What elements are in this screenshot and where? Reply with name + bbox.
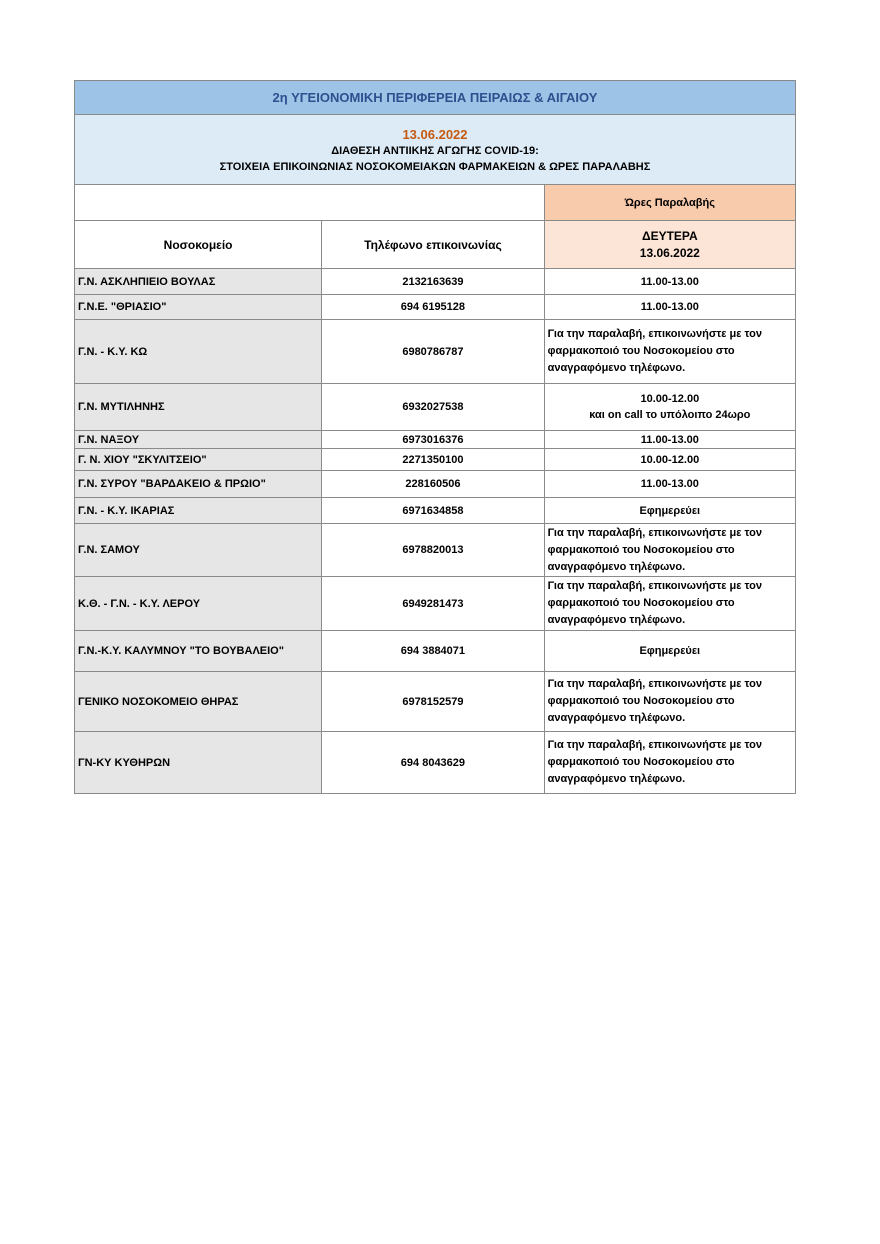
table-row xyxy=(75,672,796,732)
pharmacy-schedule-table xyxy=(74,80,796,794)
hospital-name: Γ.Ν. ΝΑΞΟΥ xyxy=(75,431,322,449)
hospital-name: Γ.Ν. ΜΥΤΙΛΗΝΗΣ xyxy=(75,384,322,431)
pickup-hours xyxy=(544,384,795,431)
table-row xyxy=(75,295,796,320)
hospital-name: Γ.Ν. - Κ.Υ. ΚΩ xyxy=(75,320,322,384)
phone-number: 228160506 xyxy=(322,471,544,498)
hospital-name: ΓΕΝΙΚΟ ΝΟΣΟΚΟΜΕΙΟ ΘΗΡΑΣ xyxy=(75,672,322,732)
table-row xyxy=(75,449,796,471)
phone-number: 6973016376 xyxy=(322,431,544,449)
subtitle-row xyxy=(75,115,796,185)
pickup-hours: Για την παραλαβή, επικοινωνήστε με τον φαρμακοποιό του Νοσοκομείου στο αναγραφόμενο τηλέφωνο. xyxy=(544,524,795,577)
phone-number: 6980786787 xyxy=(322,320,544,384)
document-title-line2: ΣΤΟΙΧΕΙΑ ΕΠΙΚΟΙΝΩΝΙΑΣ ΝΟΣΟΚΟΜΕΙΑΚΩΝ ΦΑΡΜΑΚΕΙΩΝ & ΩΡΕΣ ΠΑΡΑΛΑΒΗΣ xyxy=(219,160,651,173)
day-column-header xyxy=(544,221,795,269)
hospital-name: Γ.Ν. ΣΑΜΟΥ xyxy=(75,524,322,577)
region-header-row xyxy=(75,81,796,115)
phone-number: 694 3884071 xyxy=(322,631,544,672)
region-title: 2η ΥΓΕΙΟΝΟΜΙΚΗ ΠΕΡΙΦΕΡΕΙΑ ΠΕΙΡΑΙΩΣ & ΑΙΓΑΙΟΥ xyxy=(75,81,796,115)
hospital-name: ΓΝ-ΚΥ ΚΥΘΗΡΩΝ xyxy=(75,732,322,794)
hospital-name: Γ.Ν. ΣΥΡΟΥ "ΒΑΡΔΑΚΕΙΟ & ΠΡΩΙΟ" xyxy=(75,471,322,498)
hospital-name: Γ.Ν. - Κ.Υ. ΙΚΑΡΙΑΣ xyxy=(75,498,322,524)
hospital-column-header: Νοσοκομείο xyxy=(75,221,322,269)
table-row xyxy=(75,471,796,498)
pickup-hours: Για την παραλαβή, επικοινωνήστε με τον φαρμακοποιό του Νοσοκομείου στο αναγραφόμενο τηλέφωνο. xyxy=(544,672,795,732)
hospital-name: Γ.Ν.Ε. "ΘΡΙΑΣΙΟ" xyxy=(75,295,322,320)
hospital-name: Γ. Ν. ΧΙΟΥ "ΣΚΥΛΙΤΣΕΙΟ" xyxy=(75,449,322,471)
hospital-name: Κ.Θ. - Γ.Ν. - Κ.Υ. ΛΕΡΟΥ xyxy=(75,577,322,631)
phone-number: 2132163639 xyxy=(322,269,544,295)
phone-number: 6949281473 xyxy=(322,577,544,631)
pickup-hours: 11.00-13.00 xyxy=(544,295,795,320)
table-row xyxy=(75,320,796,384)
table-row xyxy=(75,269,796,295)
table-row xyxy=(75,431,796,449)
phone-number: 694 6195128 xyxy=(322,295,544,320)
pickup-hours-line2: και on call το υπόλοιπο 24ωρο xyxy=(589,409,751,421)
day-date: 13.06.2022 xyxy=(639,245,700,260)
hours-group-row xyxy=(75,185,796,221)
hours-group-label: Ώρες Παραλαβής xyxy=(544,185,795,221)
pickup-hours: 11.00-13.00 xyxy=(544,471,795,498)
table-row xyxy=(75,631,796,672)
pickup-hours: Για την παραλαβή, επικοινωνήστε με τον φαρμακοποιό του Νοσοκομείου στο αναγραφόμενο τηλέφωνο. xyxy=(544,732,795,794)
phone-number: 694 8043629 xyxy=(322,732,544,794)
subtitle-cell xyxy=(75,115,796,185)
pickup-hours: 11.00-13.00 xyxy=(544,431,795,449)
document-date: 13.06.2022 xyxy=(402,126,468,142)
phone-number: 6932027538 xyxy=(322,384,544,431)
pickup-hours: Εφημερεύει xyxy=(544,631,795,672)
pickup-hours: 11.00-13.00 xyxy=(544,269,795,295)
hospital-name: Γ.Ν.-Κ.Υ. ΚΑΛΥΜΝΟΥ "ΤΟ ΒΟΥΒΑΛΕΙΟ" xyxy=(75,631,322,672)
pickup-hours: 10.00-12.00 xyxy=(544,449,795,471)
pickup-hours: Εφημερεύει xyxy=(544,498,795,524)
hospital-name: Γ.Ν. ΑΣΚΛΗΠΙΕΙΟ ΒΟΥΛΑΣ xyxy=(75,269,322,295)
phone-number: 6971634858 xyxy=(322,498,544,524)
phone-number: 6978820013 xyxy=(322,524,544,577)
pickup-hours: Για την παραλαβή, επικοινωνήστε με τον φαρμακοποιό του Νοσοκομείου στο αναγραφόμενο τηλέφωνο. xyxy=(544,577,795,631)
table-row xyxy=(75,498,796,524)
table-row xyxy=(75,732,796,794)
table-row xyxy=(75,524,796,577)
pickup-hours: Για την παραλαβή, επικοινωνήστε με τον φαρμακοποιό του Νοσοκομείου στο αναγραφόμενο τηλέφωνο. xyxy=(544,320,795,384)
phone-number: 2271350100 xyxy=(322,449,544,471)
table-row xyxy=(75,577,796,631)
column-header-row xyxy=(75,221,796,269)
phone-column-header: Τηλέφωνο επικοινωνίας xyxy=(322,221,544,269)
pickup-hours-line1: 10.00-12.00 xyxy=(640,393,700,405)
phone-number: 6978152579 xyxy=(322,672,544,732)
table-row xyxy=(75,384,796,431)
empty-header-cell xyxy=(75,185,545,221)
document-title-line1: ΔΙΑΘΕΣΗ ΑΝΤΙΙΚΗΣ ΑΓΩΓΗΣ COVID-19: xyxy=(331,144,539,157)
day-name: ΔΕΥΤΕΡΑ xyxy=(641,228,698,243)
